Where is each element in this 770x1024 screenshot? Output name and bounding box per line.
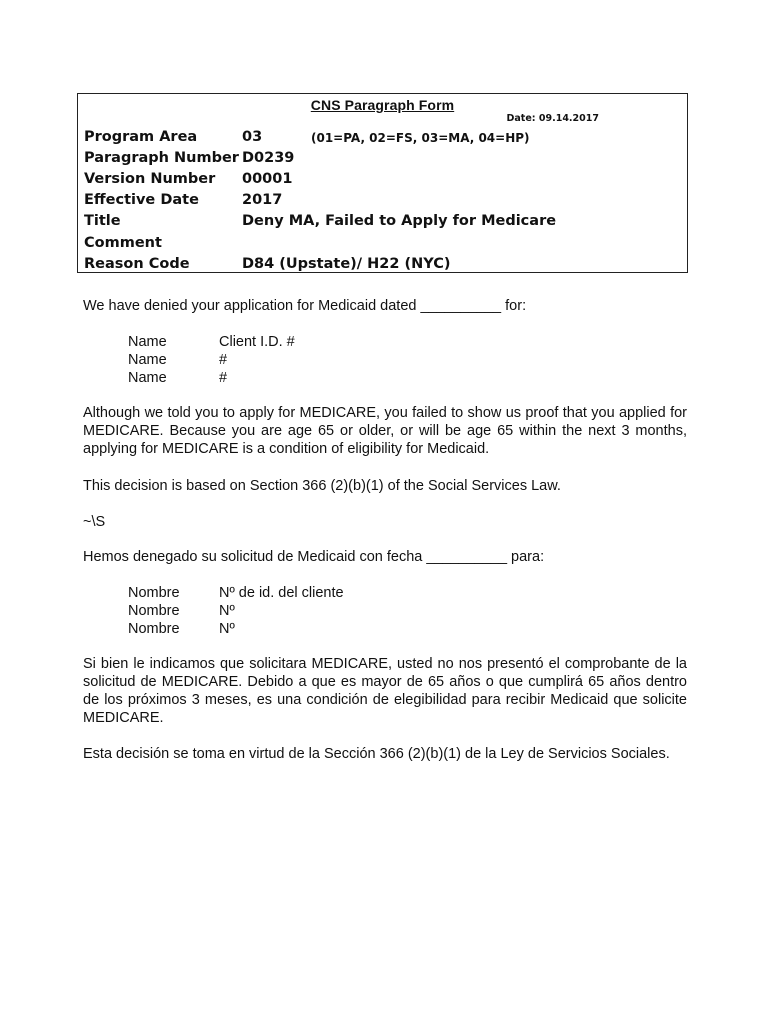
recipient-label: Nombre [128,603,180,619]
english-basis: This decision is based on Section 366 (2)(b)(1) of the Social Services Law. [83,478,561,494]
recipient-value: Nº [219,621,235,637]
field-program-area [84,129,684,150]
field-comment [84,235,684,256]
field-note: (01=PA, 02=FS, 03=MA, 04=HP) [311,131,530,145]
recipient-value: Nº [219,603,235,619]
form-header-box [77,93,688,273]
field-title [84,213,684,234]
recipient-label: Nombre [128,585,180,601]
english-body: Although we told you to apply for MEDICARE, you failed to show us proof that you applied for MEDICARE. Because you are age 65 or older, or will be age 65 within the next 3 months, applying for MEDICARE is a condition of eligibility for Medicaid. [83,405,687,457]
recipient-label: Name [128,334,167,350]
field-label: Version Number [84,171,216,187]
field-label: Title [84,213,121,229]
section-marker: ~\S [83,514,106,530]
field-value: 2017 [242,192,283,208]
spanish-body: Si bien le indicamos que solicitara MEDICARE, usted no nos presentó el comprobante de la solicitud de MEDICARE. Debido a que es mayor de 65 años o que cumplirá 65 años dentro de los próximos 3 meses, es una condición de elegibilidad para recibir Medicaid que solicite MEDICARE. [83,656,687,726]
field-value: D0239 [242,150,295,166]
field-value: 03 [242,129,263,145]
field-label: Paragraph Number [84,150,239,166]
recipient-label: Name [128,370,167,386]
recipient-label: Nombre [128,621,180,637]
english-intro: We have denied your application for Medicaid dated __________ for: [83,298,527,314]
field-paragraph-number [84,150,684,171]
field-label: Program Area [84,129,198,145]
field-reason-code [84,256,684,277]
field-version-number [84,171,684,192]
field-value: D84 (Upstate)/ H22 (NYC) [242,256,451,272]
field-effective-date [84,192,684,213]
recipient-value: Nº de id. del cliente [219,585,344,601]
field-label: Reason Code [84,256,190,272]
form-date: Date: 09.14.2017 [506,113,599,124]
recipient-value: # [219,352,228,368]
recipient-value: # [219,370,228,386]
spanish-basis: Esta decisión se toma en virtud de la Sección 366 (2)(b)(1) de la Ley de Servicios Sociales. [83,746,670,762]
field-label: Effective Date [84,192,199,208]
recipient-label: Name [128,352,167,368]
field-value: 00001 [242,171,293,187]
field-value: Deny MA, Failed to Apply for Medicare [242,213,557,229]
spanish-intro: Hemos denegado su solicitud de Medicaid con fecha __________ para: [83,549,545,565]
form-title: CNS Paragraph Form [310,97,455,113]
recipient-value: Client I.D. # [219,334,295,350]
field-label: Comment [84,235,162,251]
